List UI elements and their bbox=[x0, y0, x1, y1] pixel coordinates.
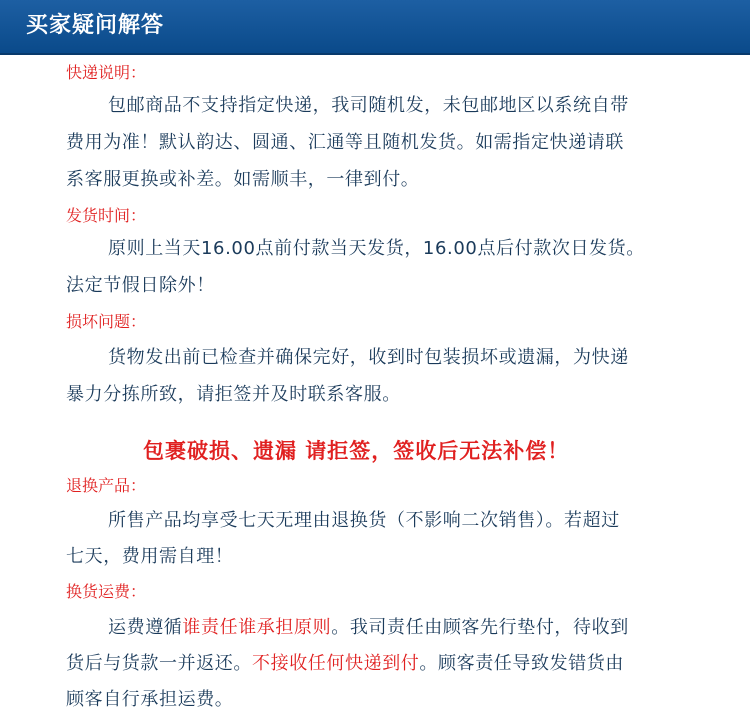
exchange-fee-line-2 bbox=[66, 651, 624, 677]
returns-line-1: 所售产品均享受七天无理由退换货（不影响二次销售）。若超过 bbox=[108, 510, 620, 531]
header-banner bbox=[0, 0, 750, 55]
shipping-line-1: 包邮商品不支持指定快递，我司随机发，未包邮地区以系统自带 bbox=[108, 95, 629, 116]
shipping-heading: 快递说明： bbox=[66, 63, 147, 82]
exchange-fee-line-1-c: 。我司责任由顾客先行垫付，待收到 bbox=[331, 617, 629, 638]
dispatch-line-2: 法定节假日除外！ bbox=[66, 275, 215, 296]
shipping-line-3: 系客服更换或补差。如需顺丰，一律到付。 bbox=[66, 169, 420, 190]
exchange-fee-line-2-c: 。顾客责任导致发错货由 bbox=[419, 653, 625, 674]
damage-line-1: 货物发出前已检查并确保完好，收到时包装损坏或遗漏，为快递 bbox=[108, 347, 629, 368]
exchange-fee-line-2-a: 货后与货款一并返还。 bbox=[66, 653, 252, 674]
returns-heading: 退换产品： bbox=[66, 476, 147, 495]
dispatch-line-1: 原则上当天16.00点前付款当天发货，16.00点后付款次日发货。 bbox=[108, 238, 645, 259]
exchange-fee-line-3: 顾客自行承担运费。 bbox=[66, 689, 234, 710]
exchange-fee-line-1-a: 运费遵循 bbox=[108, 617, 183, 638]
damage-warning: 包裹破损、遗漏 请拒签，签收后无法补偿！ bbox=[143, 439, 570, 463]
exchange-fee-line-1 bbox=[108, 615, 629, 641]
page-title: 买家疑问解答 bbox=[26, 13, 165, 38]
exchange-fee-heading: 换货运费： bbox=[66, 582, 147, 601]
exchange-fee-line-1-highlight: 谁责任谁承担原则 bbox=[182, 617, 332, 638]
returns-line-2: 七天，费用需自理！ bbox=[66, 546, 234, 567]
exchange-fee-line-2-highlight: 不接收任何快递到付 bbox=[252, 653, 420, 674]
dispatch-heading: 发货时间： bbox=[66, 206, 147, 225]
damage-heading: 损坏问题： bbox=[66, 312, 147, 331]
damage-line-2: 暴力分拣所致，请拒签并及时联系客服。 bbox=[66, 384, 401, 405]
shipping-line-2: 费用为准！默认韵达、圆通、汇通等且随机发货。如需指定快递请联 bbox=[66, 132, 624, 153]
